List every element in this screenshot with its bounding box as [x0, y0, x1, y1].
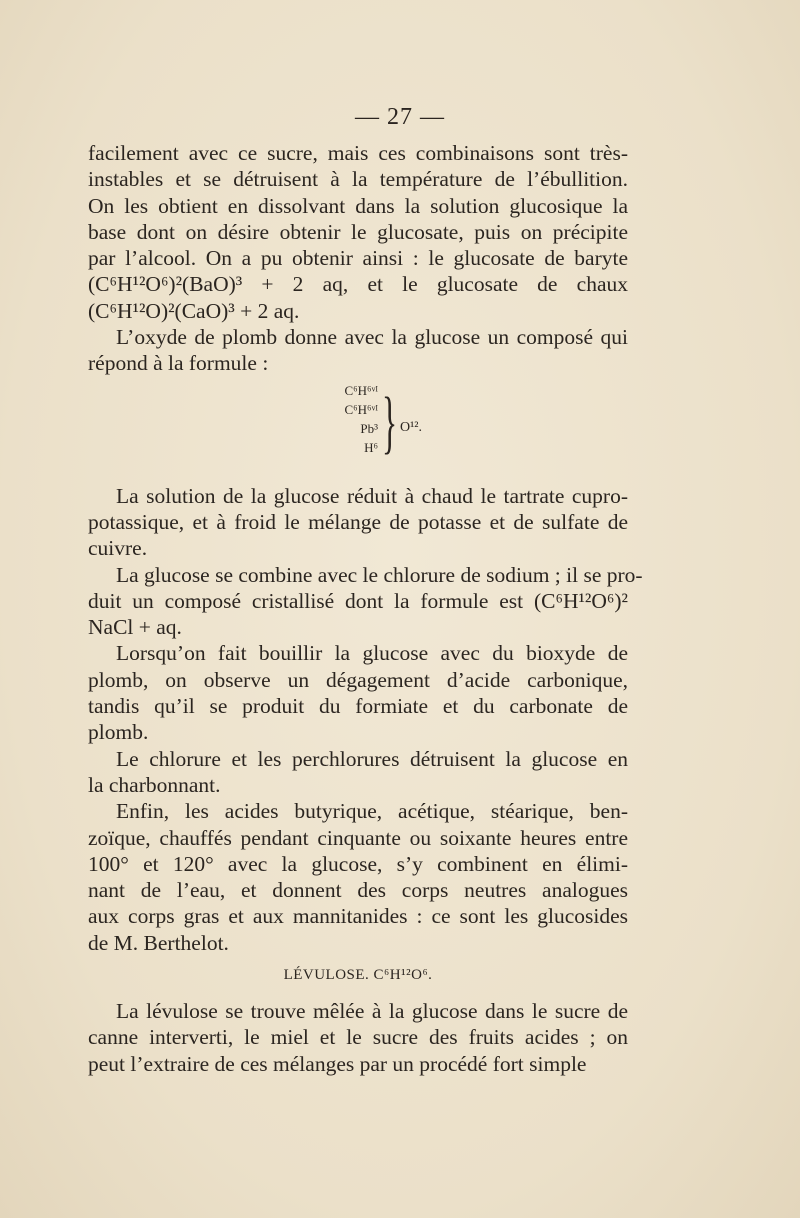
paragraphs-final [88, 998, 628, 1077]
text-line: plomb, on observe un dégagement d’acide carbonique, [88, 667, 628, 692]
text-line: potassique, et à froid le mélange de potasse et de sulfate de [88, 509, 628, 534]
formula-rows [312, 381, 378, 457]
formula-oxygen: O¹². [400, 419, 423, 435]
text-line: L’oxyde de plomb donne avec la glucose un composé qui [116, 325, 628, 350]
text-line: La glucose se combine avec le chlorure de sodium ; il se pro- [116, 562, 643, 587]
text-line: cuivre. [88, 536, 148, 561]
text-line: (C⁶H¹²O)²(CaO)³ + 2 aq. [88, 298, 300, 323]
formula-row: C⁶H⁶ᵛᴵ [344, 401, 378, 417]
section-heading: LÉVULOSE. C⁶H¹²O⁶. [283, 967, 433, 984]
text-line: de M. Berthelot. [88, 930, 229, 955]
text-line: facilement avec ce sucre, mais ces combinaisons sont très- [88, 141, 628, 165]
text-line: zoïque, chauffés pendant cinquante ou soixante heures entre [88, 825, 628, 850]
text-line: instables et se détruisent à la température de l’ébullition. [88, 167, 628, 192]
paragraphs-after-formula [88, 483, 643, 956]
text-line: aux corps gras et aux mannitanides : ce sont les glucosides [88, 904, 628, 929]
text-line: base dont on désire obtenir le glucosate, puis on précipite [88, 219, 628, 244]
formula-row: H⁶ [364, 439, 378, 455]
text-line: Le chlorure et les perchlorures détruisent la glucose en [116, 746, 628, 771]
text-line: par l’alcool. On a pu obtenir ainsi : le glucosate de baryte [88, 246, 628, 271]
text-line: la charbonnant. [88, 772, 221, 797]
text-line: plomb. [88, 720, 149, 745]
text-line: peut l’extraire de ces mélanges par un procédé fort simple [88, 1051, 587, 1076]
text-line: nant de l’eau, et donnent des corps neutres analogues [88, 878, 628, 903]
body-text [88, 140, 643, 1077]
formula-brace: } [382, 383, 398, 461]
text-line: Enfin, les acides butyrique, acétique, stéarique, ben- [116, 799, 628, 824]
text-line: La lévulose se trouve mêlée à la glucose dans le sucre de [116, 999, 628, 1024]
text-line: tandis qu’il se produit du formiate et du carbonate de [88, 694, 628, 719]
text-line: Lorsqu’on fait bouillir la glucose avec du bioxyde de [116, 641, 628, 666]
chemical-formula [88, 381, 628, 477]
page-number: — 27 — [355, 104, 445, 130]
text-line: (C⁶H¹²O⁶)²(BaO)³ + 2 aq, et le glucosate de chaux [88, 272, 628, 297]
text-line: canne interverti, le miel et le sucre des fruits acides ; on [88, 1025, 628, 1050]
text-line: duit un composé cristallisé dont la formule est (C⁶H¹²O⁶)² [88, 588, 628, 613]
paragraphs-before-formula [88, 140, 628, 377]
text-line: NaCl + aq. [88, 615, 182, 640]
text-line: répond à la formule : [88, 351, 269, 376]
text-line: On les obtient en dissolvant dans la solution glucosique la [88, 193, 628, 218]
formula-row: Pb³ [360, 420, 378, 436]
text-line: La solution de la glucose réduit à chaud le tartrate cupro- [116, 483, 628, 508]
text-line: 100° et 120° avec la glucose, s’y combinent en élimi- [88, 851, 628, 876]
formula-row: C⁶H⁶ᵛᴵ [344, 382, 378, 398]
